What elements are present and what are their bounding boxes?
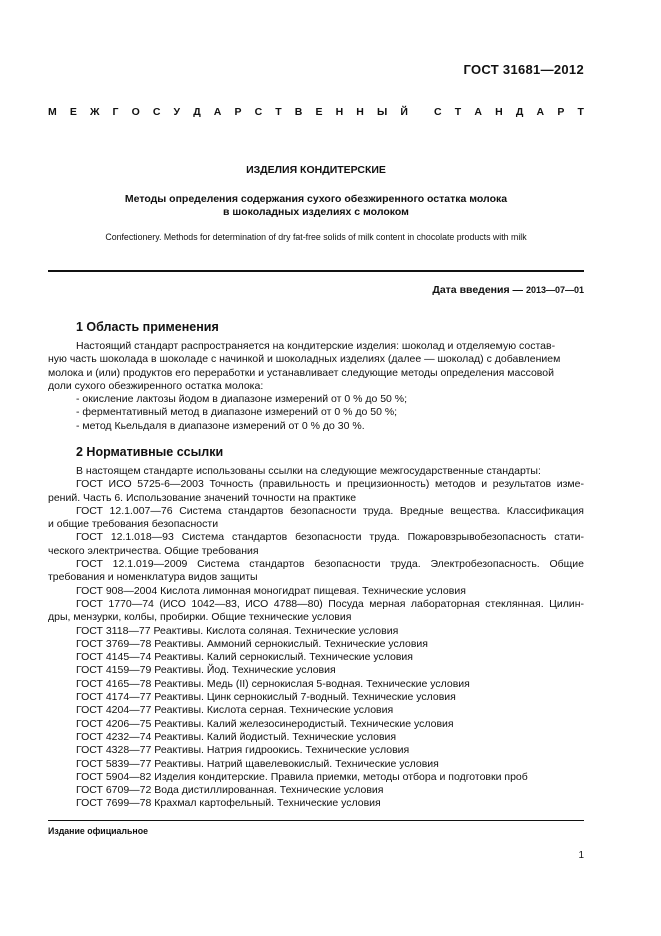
reference-line: рений. Часть 6. Использование значений точности на практике bbox=[48, 491, 357, 504]
reference-line: ГОСТ 4204—77 Реактивы. Кислота серная. Технические условия bbox=[76, 704, 394, 717]
interstate-letter: Г bbox=[112, 106, 119, 118]
section-1-line: доли сухого обезжиренного остатка молока: bbox=[48, 379, 264, 392]
section-2-body bbox=[48, 465, 584, 811]
document-subtitle bbox=[48, 193, 584, 219]
bottom-divider bbox=[48, 820, 584, 821]
section-2-intro: В настоящем стандарте использованы ссылки на следующие межгосударственные стандарты: bbox=[76, 465, 541, 477]
intro-date-label: Дата введения — bbox=[432, 284, 524, 296]
section-1-title: 1 Область применения bbox=[76, 320, 219, 334]
method-list-item: - ферментативный метод в диапазоне измерений от 0 % до 50 %; bbox=[76, 406, 398, 419]
interstate-letter: Е bbox=[315, 106, 323, 118]
interstate-letter: Н bbox=[335, 106, 344, 118]
interstate-letter: Й bbox=[400, 106, 408, 118]
reference-line: ГОСТ 4174—77 Реактивы. Цинк сернокислый 7-водный. Технические условия bbox=[76, 691, 456, 704]
reference-line: ГОСТ 7699—78 Крахмал картофельный. Технические условия bbox=[76, 797, 381, 810]
reference-line: дры, мензурки, колбы, пробирки. Общие технические условия bbox=[48, 611, 352, 624]
section-1-line: ную часть шоколада в шоколаде с начинкой и шоколадных изделиях (далее — шоколад) с добавлением bbox=[48, 353, 561, 366]
page-number: 1 bbox=[578, 850, 584, 861]
interstate-letter: Р bbox=[234, 106, 242, 118]
interstate-letter: Т bbox=[275, 106, 282, 118]
standard-letter: Д bbox=[515, 106, 524, 118]
method-list-item: - метод Кьельдаля в диапазоне измерений от 0 % до 30 %. bbox=[76, 419, 365, 432]
gost-number: ГОСТ 31681—2012 bbox=[463, 62, 584, 77]
reference-line: ГОСТ 5904—82 Изделия кондитерские. Правила приемки, методы отбора и подготовки проб bbox=[76, 770, 528, 783]
official-edition-note: Издание официальное bbox=[48, 826, 148, 836]
reference-line: ГОСТ 4165—78 Реактивы. Медь (II) сернокислая 5-водная. Технические условия bbox=[76, 677, 470, 690]
reference-line: ГОСТ ИСО 5725-6—2003 Точность (правильность и прецизионность) методов и результатов изме- bbox=[76, 478, 584, 491]
interstate-letter: М bbox=[48, 106, 57, 118]
subtitle-line-1: Методы определения содержания сухого обезжиренного остатка молока bbox=[124, 193, 508, 205]
introduction-date bbox=[432, 284, 584, 296]
interstate-letter: Ж bbox=[89, 106, 100, 118]
reference-line: ГОСТ 12.1.007—76 Система стандартов безопасности труда. Вредные вещества. Классификация bbox=[76, 504, 584, 517]
interstate-letter: Н bbox=[356, 106, 364, 118]
section-1-line: Настоящий стандарт распространяется на кондитерские изделия: шоколад и отделяемую состав- bbox=[76, 340, 556, 352]
reference-line: ГОСТ 6709—72 Вода дистиллированная. Технические условия bbox=[76, 784, 384, 797]
standard-letter: Н bbox=[495, 106, 503, 118]
reference-line: ГОСТ 3118—77 Реактивы. Кислота соляная. Технические условия bbox=[76, 624, 399, 637]
interstate-letter: А bbox=[213, 106, 222, 118]
reference-line: и общие требования безопасности bbox=[48, 518, 219, 531]
reference-line: ГОСТ 4206—75 Реактивы. Калий железосинеродистый. Технические условия bbox=[76, 717, 454, 730]
subtitle-line-2: в шоколадных изделиях с молоком bbox=[223, 206, 409, 218]
section-1-body bbox=[48, 340, 584, 433]
document-title: ИЗДЕЛИЯ КОНДИТЕРСКИЕ bbox=[246, 164, 386, 176]
reference-line: ГОСТ 908—2004 Кислота лимонная моногидрат пищевая. Технические условия bbox=[76, 584, 466, 597]
interstate-letter: Е bbox=[69, 106, 77, 118]
method-list-item: - окисление лактозы йодом в диапазоне измерений от 0 % до 50 %; bbox=[76, 393, 408, 406]
interstate-letter: С bbox=[254, 106, 263, 118]
normative-references-list bbox=[48, 478, 584, 810]
standard-letter: С bbox=[434, 106, 442, 118]
section-2-title: 2 Нормативные ссылки bbox=[76, 445, 224, 459]
reference-line: ГОСТ 12.1.018—93 Система стандартов безопасности труда. Пожаровзрывобезопасность стати- bbox=[76, 531, 584, 544]
reference-line: ческого электричества. Общие требования bbox=[48, 544, 259, 557]
standard-letter: А bbox=[536, 106, 545, 118]
interstate-letter: С bbox=[152, 106, 161, 118]
standard-letter: Т bbox=[454, 106, 462, 118]
standard-letter: Р bbox=[557, 106, 565, 118]
top-divider bbox=[48, 270, 584, 272]
reference-line: ГОСТ 4145—74 Реактивы. Калий сернокислый. Технические условия bbox=[76, 651, 413, 664]
english-title: Confectionery. Methods for determination of dry fat-free solids of milk content in chocolate products with milk bbox=[105, 232, 527, 242]
interstate-letter: В bbox=[294, 106, 303, 118]
reference-line: ГОСТ 3769—78 Реактивы. Аммоний сернокислый. Технические условия bbox=[76, 637, 428, 650]
reference-line: требования и номенклатура видов защиты bbox=[48, 571, 258, 584]
reference-line: ГОСТ 5839—77 Реактивы. Натрий щавелевокислый. Технические условия bbox=[76, 757, 439, 770]
standard-letter: Т bbox=[577, 106, 584, 118]
interstate-letter: У bbox=[173, 106, 181, 118]
interstate-letter: О bbox=[131, 106, 140, 118]
interstate-letter: Д bbox=[193, 106, 201, 118]
standard-word bbox=[434, 106, 584, 118]
section-1-line: молока и (или) продуктов его переработки и устанавливает следующие методы определения массовой bbox=[48, 366, 554, 379]
reference-line: ГОСТ 4159—79 Реактивы. Йод. Технические условия bbox=[76, 664, 336, 677]
intro-date-value: 2013—07—01 bbox=[525, 285, 584, 295]
reference-line: ГОСТ 1770—74 (ИСО 1042—83, ИСО 4788—80) Посуда мерная лабораторная стеклянная. Цилин- bbox=[76, 597, 584, 610]
reference-line: ГОСТ 4328—77 Реактивы. Натрия гидроокись. Технические условия bbox=[76, 744, 410, 757]
interstate-letter: Ы bbox=[376, 106, 388, 118]
reference-line: ГОСТ 4232—74 Реактивы. Калий йодистый. Технические условия bbox=[76, 730, 397, 743]
interstate-word bbox=[48, 106, 408, 118]
reference-line: ГОСТ 12.1.019—2009 Система стандартов безопасности труда. Электробезопасность. Общие bbox=[76, 558, 584, 571]
interstate-standard-heading bbox=[48, 106, 584, 118]
standard-letter: А bbox=[474, 106, 482, 118]
